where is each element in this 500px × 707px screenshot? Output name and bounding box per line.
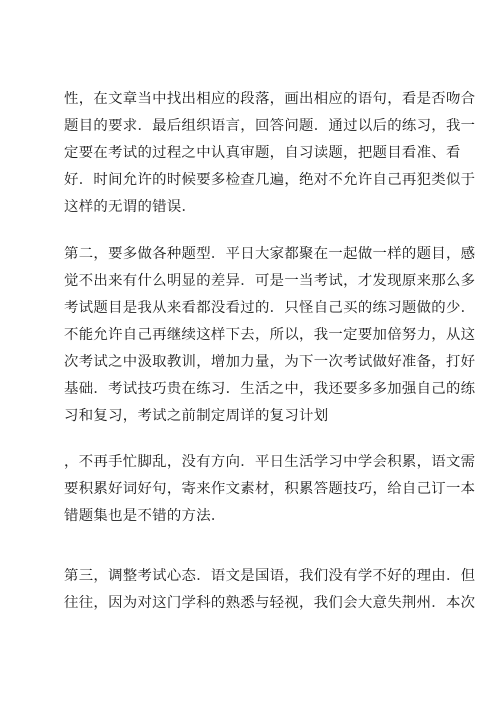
paragraph-4 xyxy=(64,563,476,617)
text-line: 错题集也是不错的方法． xyxy=(64,508,226,524)
text-line: 这样的无谓的错误． xyxy=(64,199,197,215)
text-line: 习和复习，考试之前制定周详的复习计划 xyxy=(64,408,329,424)
text-line: 要积累好词好句，寄来作文素材，积累答题技巧，给自己订一本 xyxy=(64,481,476,497)
paragraph-2 xyxy=(64,241,476,430)
text-line: 题目的要求．最后组织语言，回答问题．通过以后的练习，我一 xyxy=(64,118,476,134)
paragraph-1 xyxy=(64,86,476,221)
text-line: 往往，因为对这门学科的熟悉与轻视，我们会大意失荆州．本次 xyxy=(64,595,476,611)
text-line: 次考试之中汲取教训，增加力量，为下一次考试做好准备，打好 xyxy=(64,354,476,370)
paragraph-3 xyxy=(64,449,476,530)
text-line: 定要在考试的过程之中认真审题，自习读题，把题目看准、看 xyxy=(64,145,461,161)
text-line: ，不再手忙脚乱，没有方向．平日生活学习中学会积累，语文需 xyxy=(64,454,476,470)
text-line: 基础．考试技巧贵在练习．生活之中，我还要多多加强自己的练 xyxy=(64,381,476,397)
text-line: 不能允许自己再继续这样下去，所以，我一定要加倍努力，从这 xyxy=(64,327,476,343)
text-line: 第二，要多做各种题型．平日大家都聚在一起做一样的题目，感 xyxy=(64,246,476,262)
text-line: 觉不出来有什么明显的差异．可是一当考试，才发现原来那么多 xyxy=(64,273,476,289)
text-line: 第三，调整考试心态．语文是国语，我们没有学不好的理由．但 xyxy=(64,568,476,584)
text-line: 好．时间允许的时候要多检查几遍，绝对不允许自己再犯类似于 xyxy=(64,172,476,188)
text-line: 考试题目是我从来看都没看过的．只怪自己买的练习题做的少． xyxy=(64,300,476,316)
text-line: 性，在文章当中找出相应的段落，画出相应的语句，看是否吻合 xyxy=(64,91,476,107)
